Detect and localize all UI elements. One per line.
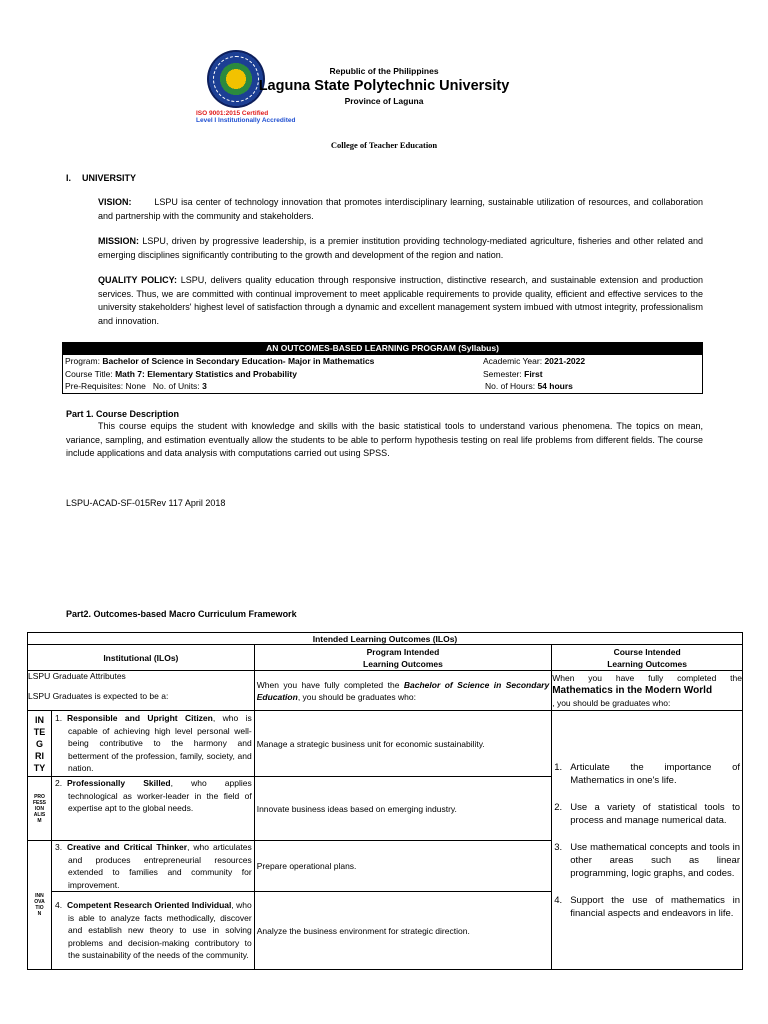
- core-value-line: ALIS: [33, 811, 46, 818]
- academic-year-value: 2021-2022: [544, 356, 586, 366]
- core-value-line: PRO: [34, 793, 45, 800]
- core-value-professionalism: [28, 777, 52, 841]
- ilo-title: Competent Research Oriented Individual: [66, 900, 232, 911]
- pilo-item: Manage a strategic business unit for economic sustainability.: [254, 711, 552, 777]
- cilo-intro-course: Mathematics in the Modern World: [552, 685, 713, 696]
- section-number: I.: [66, 173, 72, 183]
- mission-block: [98, 235, 703, 262]
- cilo-header-line2: Learning Outcomes: [607, 658, 688, 669]
- ilo-number: 2.: [54, 778, 63, 788]
- vision-text: LSPU isa center of technology innovation that promotes interdisciplinary learning, sustainable utilization of resources, and collaboration and partnership with the community and stakeholders.: [98, 197, 703, 221]
- ilo-number: 3.: [54, 842, 63, 852]
- core-value-line: TIO: [35, 905, 44, 911]
- cilo-number: 2.: [554, 801, 563, 813]
- core-value-line: TE: [33, 726, 46, 737]
- pilo-header-line2: Learning Outcomes: [363, 658, 443, 669]
- ilo-text: , who articulates and produces entrepreneurial resources extended to families and community for improvement.: [67, 842, 252, 890]
- core-value-line: M: [37, 817, 42, 824]
- pilo-header-line1: Program Intended: [366, 646, 440, 657]
- pilo-item: Analyze the business environment for strategic direction.: [254, 892, 552, 970]
- form-code: LSPU-ACAD-SF-015Rev 117 April 2018: [66, 498, 226, 508]
- ilo-item: [51, 777, 254, 841]
- core-value-line: TY: [33, 762, 46, 773]
- cilo-item: [554, 801, 740, 827]
- graduate-attributes-cell: [28, 671, 255, 711]
- institutional-ilo-header: Institutional (ILOs): [28, 645, 255, 671]
- ilo-title: Professionally Skilled: [66, 778, 171, 788]
- quality-policy-block: [98, 274, 703, 328]
- iso-certification: ISO 9001:2015 Certified: [196, 110, 269, 117]
- cilo-text: Use a variety of statistical tools to process and manage numerical data.: [570, 801, 740, 826]
- cilo-text: Articulate the importance of Mathematics in one's life.: [570, 761, 740, 786]
- part1-title: Part 1. Course Description: [66, 409, 180, 419]
- core-value-line: INN: [35, 893, 44, 899]
- mission-label: MISSION:: [98, 236, 140, 246]
- core-value-line: OVA: [34, 899, 45, 905]
- core-value-line: IN: [34, 714, 44, 725]
- program-label: Program:: [65, 356, 100, 366]
- obe-program-box: [62, 342, 703, 394]
- course-title-value: Math 7: Elementary Statistics and Probability: [115, 368, 297, 379]
- province-line: Province of Laguna: [344, 96, 424, 106]
- cilo-number: 3.: [554, 841, 563, 853]
- cilo-header: [552, 645, 743, 671]
- section-title: UNIVERSITY: [82, 173, 137, 183]
- cilo-item: [554, 894, 740, 920]
- pilo-item: Innovate business ideas based on emerging industry.: [254, 777, 552, 841]
- cilo-intro-post: , you should be graduates who:: [552, 698, 671, 708]
- semester-label: Semester:: [483, 368, 522, 379]
- obe-title: AN OUTCOMES-BASED LEARNING PROGRAM (Syllabus): [62, 342, 703, 355]
- cilo-list: [552, 711, 743, 970]
- semester-value: First: [524, 368, 543, 379]
- course-title-row: [65, 368, 700, 381]
- republic-line: Republic of the Philippines: [329, 66, 439, 76]
- program-row: [65, 355, 700, 368]
- ilo-title: Responsible and Upright Citizen: [66, 713, 213, 724]
- ilo-title: Creative and Critical Thinker: [66, 842, 188, 852]
- ilo-item: [51, 841, 254, 892]
- ilo-item: [51, 711, 254, 777]
- course-description: [66, 420, 703, 461]
- units-value: 3: [202, 381, 207, 391]
- cilo-number: 4.: [554, 894, 563, 906]
- part2-title: Part2. Outcomes-based Macro Curriculum Framework: [66, 609, 297, 619]
- ilo-text: , who applies technological as worker-leader in the field of expertise apt to the global needs.: [67, 778, 252, 813]
- college-name: College of Teacher Education: [330, 140, 438, 150]
- mission-text: LSPU, driven by progressive leadership, is a premier institution providing technology-mediated agriculture, fisheries and other related and emerging disciplines significantly contributing to the growth and development of the region and nation.: [98, 236, 703, 260]
- pilo-item: Prepare operational plans.: [254, 841, 552, 892]
- cilo-item: [554, 841, 740, 880]
- ilo-number: 4.: [54, 900, 63, 911]
- pilo-header: [254, 645, 552, 671]
- university-name: Laguna State Polytechnic University: [258, 78, 510, 94]
- core-value-integrity: [28, 711, 52, 777]
- program-value: Bachelor of Science in Secondary Education- Major in Mathematics: [102, 356, 375, 366]
- core-value-line: G: [35, 738, 43, 749]
- units-label: No. of Units:: [152, 381, 200, 391]
- hours-value: 54 hours: [537, 381, 573, 391]
- quality-policy-label: QUALITY POLICY:: [98, 275, 177, 285]
- cilo-text: Use mathematical concepts and tools in other areas such as linear programming, logic graphs, and codes.: [570, 841, 740, 879]
- core-value-line: N: [37, 911, 42, 917]
- core-value-line: FESS: [32, 799, 47, 806]
- ilo-text: , who is capable of achieving high level personal well-being contributive to the harmony and betterment of the profession, family, society, and nation.: [67, 713, 252, 774]
- ilo-main-header: Intended Learning Outcomes (ILOs): [28, 633, 743, 645]
- accreditation-level: Level I Institutionally Accredited: [196, 117, 296, 124]
- prereq-row: [65, 380, 700, 393]
- hours-label: No. of Hours:: [485, 381, 536, 391]
- core-value-line: ION: [35, 805, 44, 812]
- course-description-text: This course equips the student with knowledge and skills with the basic statistical tools to understand various phenomena. The topics on mean, variance, sampling, and estimation eventually allow the students to be able to perform hypothesis testing on real life problems from different fields. The course include applications and data analysis with computations carried out using SPSS.: [66, 421, 703, 458]
- cilo-item: [554, 761, 740, 787]
- cilo-text: Support the use of mathematics in financial aspects and endeavors in life.: [570, 894, 740, 919]
- course-title-label: Course Title:: [65, 368, 113, 379]
- cilo-intro: [552, 671, 743, 711]
- curriculum-framework-table: [27, 632, 743, 970]
- vision-label: VISION:: [98, 197, 132, 207]
- prereq-label: Pre-Requisites:: [65, 381, 124, 391]
- pilo-intro: [254, 671, 552, 711]
- ilo-item: [51, 892, 254, 970]
- pilo-intro-program: Bachelor of Science in Secondary Education: [256, 679, 550, 702]
- graduates-expected-label: LSPU Graduates is expected to be a:: [28, 691, 169, 701]
- cilo-header-line1: Course Intended: [613, 646, 681, 657]
- cilo-number: 1.: [554, 761, 563, 773]
- ilo-text: , who is able to analyze facts methodically, discover and establish new theory to use in solving problems and decision-making contributory to the sustainability of the needs of the community.: [67, 900, 252, 961]
- cilo-intro-pre: When you have fully completed the: [552, 673, 742, 683]
- academic-year-label: Academic Year:: [483, 356, 543, 366]
- pilo-intro-pre: When you have fully completed the: [256, 679, 400, 690]
- core-value-line: RI: [34, 750, 44, 761]
- core-value-innovation: [28, 841, 52, 970]
- ilo-number: 1.: [54, 713, 63, 724]
- quality-policy-text: LSPU, delivers quality education through responsive instruction, distinctive research, and sustainable extension and production services. Thus, we are committed with continual improvement to meet applicable requirements to provide quality, efficient and effective services to the university stakeholders' highest level of satisfaction through a dynamic and excellent management system imbued with utmost integrity, professionalism and innovation.: [98, 275, 704, 326]
- pilo-intro-post: , you should be graduates who:: [297, 691, 416, 702]
- graduate-attributes-label: LSPU Graduate Attributes: [28, 671, 126, 681]
- prereq-value: None: [125, 381, 146, 391]
- vision-block: [98, 196, 703, 223]
